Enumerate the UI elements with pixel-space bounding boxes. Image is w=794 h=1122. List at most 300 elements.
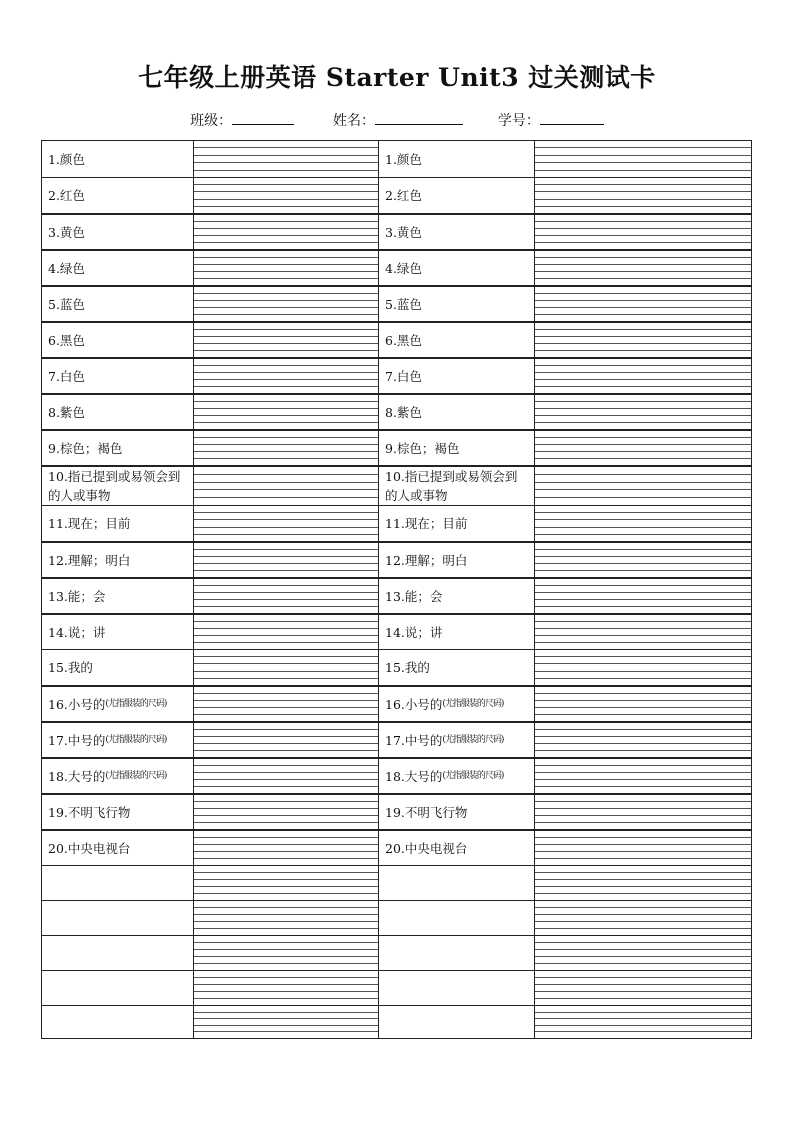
writing-line: [194, 451, 378, 452]
table-row: [42, 357, 751, 393]
right-prompt-cell: [378, 251, 534, 285]
writing-line: [535, 1025, 751, 1026]
right-answer-lines[interactable]: [534, 615, 751, 649]
writing-line: [535, 822, 751, 823]
left-answer-lines[interactable]: [193, 323, 378, 357]
right-answer-lines[interactable]: [534, 1006, 751, 1038]
right-answer-lines[interactable]: [534, 359, 751, 393]
writing-line: [535, 886, 751, 887]
right-answer-lines[interactable]: [534, 543, 751, 577]
table-row: [42, 793, 751, 829]
left-prompt-cell: [42, 615, 193, 649]
left-prompt-cell: [42, 395, 193, 429]
writing-line: [535, 162, 751, 163]
writing-line: [535, 307, 751, 308]
writing-line: [194, 336, 378, 337]
writing-line: [535, 1031, 751, 1032]
table-row: [42, 285, 751, 321]
writing-line: [194, 206, 378, 207]
writing-line: [535, 437, 751, 438]
writing-line: [194, 372, 378, 373]
table-row: [42, 393, 751, 429]
writing-line: [535, 663, 751, 664]
left-prompt-cell: [42, 431, 193, 465]
class-label: 班级：: [190, 113, 233, 129]
right-prompt-text: 8.紫色: [385, 404, 422, 420]
left-answer-lines[interactable]: [193, 543, 378, 577]
left-prompt-note: (尤指服装的尺码): [105, 734, 167, 745]
right-answer-lines[interactable]: [534, 178, 751, 213]
writing-line: [535, 563, 751, 564]
name-label: 姓名：: [333, 113, 375, 129]
id-blank[interactable]: [540, 110, 604, 125]
writing-line: [535, 228, 751, 229]
writing-line: [535, 534, 751, 535]
left-prompt-text: 6.黑色: [48, 332, 85, 348]
test-grid: [41, 140, 752, 1039]
left-prompt-text: 14.说；讲: [48, 624, 106, 640]
right-prompt-cell: [378, 395, 534, 429]
left-answer-lines[interactable]: [193, 650, 378, 685]
writing-line: [535, 199, 751, 200]
writing-line: [194, 914, 378, 915]
writing-line: [194, 963, 378, 964]
left-answer-lines[interactable]: [193, 615, 378, 649]
table-row: [42, 141, 751, 177]
right-answer-lines[interactable]: [534, 579, 751, 613]
writing-line: [535, 474, 751, 475]
writing-line: [535, 635, 751, 636]
writing-line: [535, 671, 751, 672]
right-answer-lines[interactable]: [534, 723, 751, 757]
right-answer-lines[interactable]: [534, 759, 751, 793]
writing-line: [535, 606, 751, 607]
table-row: [42, 935, 751, 970]
table-row: [42, 577, 751, 613]
writing-line: [535, 242, 751, 243]
writing-line: [194, 921, 378, 922]
writing-line: [194, 401, 378, 402]
writing-line: [535, 271, 751, 272]
writing-line: [194, 772, 378, 773]
left-answer-lines[interactable]: [193, 467, 378, 505]
right-prompt-cell: [378, 936, 534, 970]
writing-line: [535, 235, 751, 236]
right-prompt-text: 2.红色: [385, 188, 422, 203]
right-answer-lines[interactable]: [534, 687, 751, 721]
left-prompt-cell: [42, 506, 193, 541]
writing-line: [535, 422, 751, 423]
writing-line: [535, 444, 751, 445]
writing-line: [535, 628, 751, 629]
writing-line: [194, 851, 378, 852]
table-row: [42, 541, 751, 577]
writing-line: [194, 984, 378, 985]
writing-line: [194, 271, 378, 272]
right-prompt-text: 14.说；讲: [385, 624, 443, 640]
left-answer-lines[interactable]: [193, 251, 378, 285]
writing-line: [194, 949, 378, 950]
writing-line: [194, 228, 378, 229]
table-row: [42, 721, 751, 757]
writing-line: [535, 837, 751, 838]
writing-line: [194, 1031, 378, 1032]
left-prompt-cell: [42, 687, 193, 721]
left-prompt-cell: [42, 141, 193, 177]
writing-line: [194, 750, 378, 751]
left-answer-lines[interactable]: [193, 971, 378, 1005]
writing-line: [535, 879, 751, 880]
left-prompt-text: 12.理解；明白: [48, 552, 131, 568]
writing-line: [535, 779, 751, 780]
writing-line: [535, 147, 751, 148]
right-prompt-text: 11.现在；目前: [385, 516, 468, 531]
writing-line: [194, 671, 378, 672]
writing-line: [194, 585, 378, 586]
writing-line: [194, 707, 378, 708]
right-prompt-cell: [378, 901, 534, 935]
writing-line: [535, 921, 751, 922]
table-row: [42, 1005, 751, 1038]
writing-line: [194, 307, 378, 308]
writing-line: [194, 293, 378, 294]
name-blank[interactable]: [375, 110, 463, 125]
right-answer-lines[interactable]: [534, 395, 751, 429]
left-prompt-text: 1.颜色: [48, 151, 85, 167]
left-answer-lines[interactable]: [193, 579, 378, 613]
table-row: [42, 757, 751, 793]
writing-line: [535, 379, 751, 380]
writing-line: [194, 415, 378, 416]
left-answer-lines[interactable]: [193, 506, 378, 541]
writing-line: [535, 278, 751, 279]
writing-line: [535, 693, 751, 694]
writing-line: [535, 700, 751, 701]
writing-line: [194, 1018, 378, 1019]
right-answer-lines[interactable]: [534, 431, 751, 465]
writing-line: [535, 415, 751, 416]
right-answer-lines[interactable]: [534, 650, 751, 685]
writing-line: [535, 592, 751, 593]
right-prompt-text: 19.不明飞行物: [385, 804, 468, 820]
right-prompt-cell: [378, 141, 534, 177]
left-prompt-text: 20.中央电视台: [48, 840, 131, 856]
left-answer-lines[interactable]: [193, 431, 378, 465]
writing-line: [535, 907, 751, 908]
writing-line: [535, 221, 751, 222]
table-row: [42, 613, 751, 649]
writing-line: [194, 444, 378, 445]
writing-line: [535, 458, 751, 459]
writing-line: [535, 343, 751, 344]
writing-line: [194, 386, 378, 387]
left-prompt-cell: [42, 287, 193, 321]
writing-line: [194, 678, 378, 679]
writing-line: [194, 872, 378, 873]
writing-line: [535, 519, 751, 520]
right-prompt-cell: [378, 795, 534, 829]
writing-line: [194, 437, 378, 438]
left-answer-lines[interactable]: [193, 215, 378, 249]
writing-line: [194, 858, 378, 859]
writing-line: [535, 206, 751, 207]
writing-line: [194, 162, 378, 163]
right-answer-lines[interactable]: [534, 971, 751, 1005]
right-prompt-cell: [378, 687, 534, 721]
writing-line: [535, 293, 751, 294]
writing-line: [535, 707, 751, 708]
left-prompt-text: 18.大号的: [48, 768, 106, 784]
right-prompt-cell: [378, 615, 534, 649]
writing-line: [535, 772, 751, 773]
writing-line: [194, 300, 378, 301]
writing-line: [194, 379, 378, 380]
writing-line: [194, 1025, 378, 1026]
left-prompt-cell: [42, 1006, 193, 1038]
left-prompt-text: 13.能；会: [48, 588, 106, 604]
writing-line: [194, 642, 378, 643]
writing-line: [535, 851, 751, 852]
left-prompt-cell: [42, 467, 193, 505]
writing-line: [194, 628, 378, 629]
writing-line: [535, 549, 751, 550]
right-answer-lines[interactable]: [534, 141, 751, 177]
writing-line: [535, 942, 751, 943]
writing-line: [194, 837, 378, 838]
writing-line: [194, 808, 378, 809]
left-prompt-text: 3.黄色: [48, 224, 85, 240]
writing-line: [535, 451, 751, 452]
writing-line: [194, 779, 378, 780]
writing-line: [194, 693, 378, 694]
writing-line: [194, 350, 378, 351]
writing-line: [535, 949, 751, 950]
writing-line: [535, 928, 751, 929]
writing-line: [535, 844, 751, 845]
table-row: [42, 177, 751, 213]
left-prompt-cell: [42, 759, 193, 793]
writing-line: [535, 998, 751, 999]
writing-line: [535, 482, 751, 483]
id-label: 学号：: [497, 113, 540, 129]
writing-line: [535, 408, 751, 409]
table-row: [42, 321, 751, 357]
right-answer-lines[interactable]: [534, 251, 751, 285]
table-row: [42, 465, 751, 505]
right-prompt-text: 18.大号的: [385, 768, 443, 784]
right-answer-lines[interactable]: [534, 215, 751, 249]
writing-line: [535, 750, 751, 751]
writing-line: [535, 155, 751, 156]
left-answer-lines[interactable]: [193, 795, 378, 829]
writing-line: [194, 879, 378, 880]
right-prompt-note: (尤指服装的尺码): [442, 770, 504, 781]
table-row: [42, 249, 751, 285]
right-answer-lines[interactable]: [534, 795, 751, 829]
left-answer-lines[interactable]: [193, 287, 378, 321]
right-prompt-text: 17.中号的: [385, 732, 443, 748]
writing-line: [535, 858, 751, 859]
writing-line: [194, 656, 378, 657]
writing-line: [194, 458, 378, 459]
right-prompt-cell: [378, 359, 534, 393]
left-prompt-text: 10.指已提到或易领会到的人或事物: [48, 469, 181, 503]
right-prompt-text: 15.我的: [385, 660, 430, 675]
student-info-line: [0, 110, 794, 130]
writing-line: [535, 743, 751, 744]
left-answer-lines[interactable]: [193, 687, 378, 721]
writing-line: [535, 512, 751, 513]
writing-line: [535, 678, 751, 679]
right-answer-lines[interactable]: [534, 831, 751, 865]
table-row: [42, 900, 751, 935]
left-answer-lines[interactable]: [193, 1006, 378, 1038]
writing-line: [194, 184, 378, 185]
right-prompt-cell: [378, 1006, 534, 1038]
writing-line: [535, 1012, 751, 1013]
writing-line: [194, 497, 378, 498]
table-row: [42, 970, 751, 1005]
writing-line: [194, 199, 378, 200]
writing-line: [194, 422, 378, 423]
writing-line: [194, 998, 378, 999]
writing-line: [194, 242, 378, 243]
left-prompt-text: 16.小号的: [48, 696, 106, 712]
writing-line: [194, 991, 378, 992]
writing-line: [194, 942, 378, 943]
left-prompt-text: 15.我的: [48, 660, 93, 675]
right-prompt-cell: [378, 178, 534, 213]
writing-line: [535, 401, 751, 402]
writing-line: [194, 743, 378, 744]
left-prompt-cell: [42, 579, 193, 613]
left-answer-lines[interactable]: [193, 141, 378, 177]
writing-line: [194, 534, 378, 535]
left-answer-lines[interactable]: [193, 723, 378, 757]
right-answer-lines[interactable]: [534, 506, 751, 541]
right-answer-lines[interactable]: [534, 936, 751, 970]
left-prompt-cell: [42, 251, 193, 285]
writing-line: [535, 170, 751, 171]
right-prompt-text: 13.能；会: [385, 588, 443, 604]
right-prompt-cell: [378, 723, 534, 757]
right-prompt-text: 3.黄色: [385, 224, 422, 240]
left-answer-lines[interactable]: [193, 178, 378, 213]
right-prompt-text: 16.小号的: [385, 696, 443, 712]
writing-line: [535, 963, 751, 964]
writing-line: [194, 570, 378, 571]
left-prompt-text: 8.紫色: [48, 404, 85, 420]
left-prompt-cell: [42, 971, 193, 1005]
left-prompt-text: 19.不明飞行物: [48, 804, 131, 820]
left-prompt-text: 17.中号的: [48, 732, 106, 748]
writing-line: [535, 336, 751, 337]
writing-line: [194, 928, 378, 929]
writing-line: [535, 801, 751, 802]
right-answer-lines[interactable]: [534, 467, 751, 505]
writing-line: [194, 621, 378, 622]
left-prompt-cell: [42, 178, 193, 213]
right-prompt-note: (尤指服装的尺码): [442, 734, 504, 745]
writing-line: [535, 372, 751, 373]
writing-line: [194, 343, 378, 344]
writing-line: [194, 329, 378, 330]
right-answer-lines[interactable]: [534, 901, 751, 935]
left-answer-lines[interactable]: [193, 936, 378, 970]
table-row: [42, 685, 751, 721]
writing-line: [194, 482, 378, 483]
table-row: [42, 505, 751, 541]
writing-line: [535, 984, 751, 985]
left-answer-lines[interactable]: [193, 831, 378, 865]
writing-line: [194, 700, 378, 701]
left-prompt-text: 4.绿色: [48, 260, 85, 276]
writing-line: [194, 822, 378, 823]
left-prompt-text: 9.棕色；褐色: [48, 440, 123, 456]
left-answer-lines[interactable]: [193, 395, 378, 429]
writing-line: [194, 893, 378, 894]
writing-line: [535, 808, 751, 809]
right-prompt-cell: [378, 579, 534, 613]
table-row: [42, 429, 751, 465]
writing-line: [535, 786, 751, 787]
writing-line: [535, 527, 751, 528]
right-prompt-cell: [378, 467, 534, 505]
writing-line: [194, 221, 378, 222]
writing-line: [535, 314, 751, 315]
writing-line: [194, 599, 378, 600]
writing-line: [194, 765, 378, 766]
writing-line: [535, 1018, 751, 1019]
right-answer-lines[interactable]: [534, 866, 751, 900]
left-answer-lines[interactable]: [193, 359, 378, 393]
writing-line: [535, 977, 751, 978]
right-answer-lines[interactable]: [534, 287, 751, 321]
writing-line: [194, 563, 378, 564]
writing-line: [535, 914, 751, 915]
left-prompt-text: 7.白色: [48, 368, 85, 384]
writing-line: [535, 350, 751, 351]
left-prompt-text: 2.红色: [48, 188, 85, 203]
writing-line: [535, 191, 751, 192]
left-prompt-text: 5.蓝色: [48, 296, 85, 312]
class-blank[interactable]: [232, 110, 294, 125]
left-prompt-text: 11.现在；目前: [48, 516, 131, 531]
right-answer-lines[interactable]: [534, 323, 751, 357]
writing-line: [535, 765, 751, 766]
writing-line: [194, 801, 378, 802]
writing-line: [535, 257, 751, 258]
writing-line: [535, 365, 751, 366]
right-prompt-text: 9.棕色；褐色: [385, 440, 460, 456]
writing-line: [194, 549, 378, 550]
right-prompt-cell: [378, 971, 534, 1005]
writing-line: [535, 736, 751, 737]
writing-line: [194, 886, 378, 887]
writing-line: [535, 656, 751, 657]
writing-line: [194, 592, 378, 593]
left-answer-lines[interactable]: [193, 901, 378, 935]
writing-line: [194, 907, 378, 908]
left-prompt-cell: [42, 650, 193, 685]
left-answer-lines[interactable]: [193, 866, 378, 900]
right-prompt-text: 10.指已提到或易领会到的人或事物: [385, 469, 518, 503]
right-prompt-cell: [378, 215, 534, 249]
writing-line: [535, 729, 751, 730]
left-prompt-cell: [42, 215, 193, 249]
left-answer-lines[interactable]: [193, 759, 378, 793]
page-title: 七年级上册英语 Starter Unit3 过关测试卡: [138, 63, 656, 92]
